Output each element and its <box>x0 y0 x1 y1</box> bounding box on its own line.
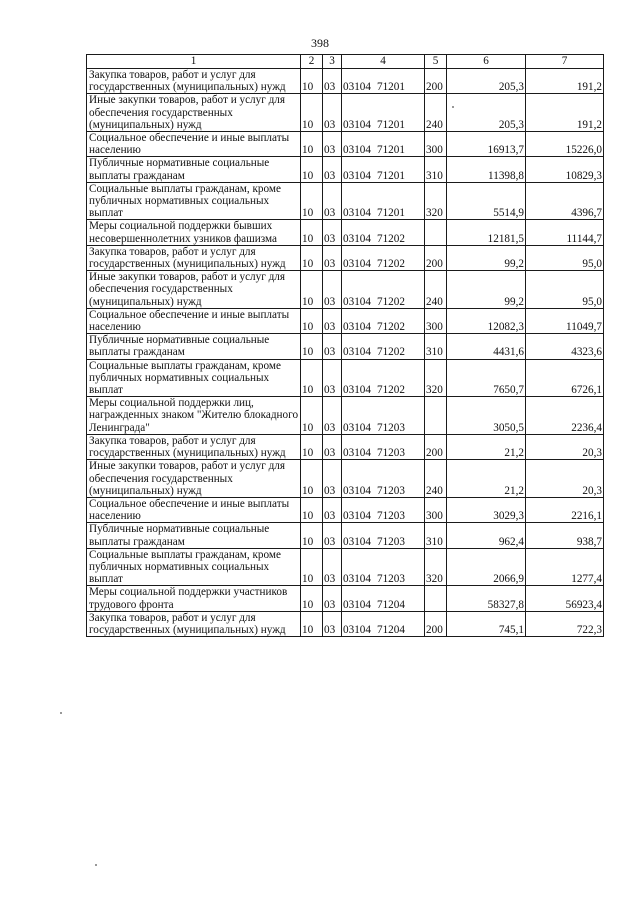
row-amount-col6: 962,4 <box>447 523 526 548</box>
row-target-code-part-b: 71203 <box>376 447 405 460</box>
row-target-code-part-a: 03104 <box>343 484 371 497</box>
scan-speck <box>452 106 454 108</box>
row-subsection-code: 03 <box>323 69 342 94</box>
row-amount-col7: 722,3 <box>526 611 604 636</box>
row-section-code: 10 <box>301 497 323 522</box>
row-expense-type: 320 <box>425 359 447 397</box>
row-expense-type: 200 <box>425 611 447 636</box>
row-target-code <box>342 359 425 397</box>
table-row <box>87 586 604 611</box>
row-section-code: 10 <box>301 586 323 611</box>
row-section-code: 10 <box>301 94 323 132</box>
row-description: Иные закупки товаров, работ и услуг для обеспечения государственных (муниципальных) нужд <box>87 271 301 309</box>
row-target-code-part-b: 71201 <box>376 144 405 157</box>
row-expense-type: 320 <box>425 182 447 220</box>
row-target-code <box>342 548 425 586</box>
scan-speck <box>95 864 97 866</box>
table-row <box>87 611 604 636</box>
row-subsection-code: 03 <box>323 497 342 522</box>
row-target-code-part-a: 03104 <box>343 232 371 245</box>
row-expense-type <box>425 586 447 611</box>
row-amount-col6: 205,3 <box>447 69 526 94</box>
row-expense-type: 300 <box>425 132 447 157</box>
row-subsection-code: 03 <box>323 132 342 157</box>
row-section-code: 10 <box>301 523 323 548</box>
header-row <box>87 55 604 69</box>
row-subsection-code: 03 <box>323 308 342 333</box>
row-amount-col7: 4396,7 <box>526 182 604 220</box>
row-section-code: 10 <box>301 308 323 333</box>
row-amount-col6: 21,2 <box>447 460 526 498</box>
row-subsection-code: 03 <box>323 245 342 270</box>
table-row <box>87 308 604 333</box>
row-expense-type <box>425 220 447 245</box>
table-row <box>87 69 604 94</box>
row-expense-type: 240 <box>425 94 447 132</box>
row-description: Социальные выплаты гражданам, кроме публичных нормативных социальных выплат <box>87 548 301 586</box>
row-section-code: 10 <box>301 182 323 220</box>
table-row <box>87 245 604 270</box>
row-expense-type: 200 <box>425 245 447 270</box>
row-target-code-part-a: 03104 <box>343 346 371 359</box>
row-subsection-code: 03 <box>323 359 342 397</box>
row-target-code <box>342 497 425 522</box>
row-description: Закупка товаров, работ и услуг для государственных (муниципальных) нужд <box>87 69 301 94</box>
row-target-code-part-a: 03104 <box>343 447 371 460</box>
row-target-code-part-b: 71204 <box>376 598 405 611</box>
row-expense-type: 200 <box>425 434 447 459</box>
row-description: Публичные нормативные социальные выплаты гражданам <box>87 157 301 182</box>
row-target-code-part-a: 03104 <box>343 118 371 131</box>
row-target-code-part-a: 03104 <box>343 169 371 182</box>
row-description: Меры социальной поддержки лиц, награжденных знаком "Жителю блокадного Ленинграда" <box>87 397 301 435</box>
row-expense-type: 320 <box>425 548 447 586</box>
row-expense-type <box>425 397 447 435</box>
row-description: Закупка товаров, работ и услуг для государственных (муниципальных) нужд <box>87 611 301 636</box>
row-description: Иные закупки товаров, работ и услуг для обеспечения государственных (муниципальных) нужд <box>87 460 301 498</box>
row-section-code: 10 <box>301 397 323 435</box>
row-section-code: 10 <box>301 132 323 157</box>
row-target-code-part-b: 71203 <box>376 535 405 548</box>
row-target-code-part-a: 03104 <box>343 144 371 157</box>
row-description: Публичные нормативные социальные выплаты гражданам <box>87 523 301 548</box>
row-expense-type: 240 <box>425 271 447 309</box>
row-amount-col6: 16913,7 <box>447 132 526 157</box>
row-description: Социальное обеспечение и иные выплаты населению <box>87 497 301 522</box>
row-target-code <box>342 308 425 333</box>
row-amount-col6: 3029,3 <box>447 497 526 522</box>
table-row <box>87 548 604 586</box>
row-amount-col7: 6726,1 <box>526 359 604 397</box>
row-amount-col7: 15226,0 <box>526 132 604 157</box>
row-amount-col6: 5514,9 <box>447 182 526 220</box>
row-description: Иные закупки товаров, работ и услуг для обеспечения государственных (муниципальных) нужд <box>87 94 301 132</box>
row-amount-col6: 4431,6 <box>447 334 526 359</box>
row-target-code <box>342 523 425 548</box>
row-amount-col6: 11398,8 <box>447 157 526 182</box>
row-target-code-part-b: 71202 <box>376 384 405 397</box>
row-target-code-part-b: 71202 <box>376 346 405 359</box>
row-expense-type: 310 <box>425 157 447 182</box>
row-subsection-code: 03 <box>323 586 342 611</box>
row-target-code-part-a: 03104 <box>343 510 371 523</box>
row-target-code-part-a: 03104 <box>343 321 371 334</box>
table-row <box>87 359 604 397</box>
header-col-6: 6 <box>447 55 526 69</box>
table-row <box>87 220 604 245</box>
row-description: Социальное обеспечение и иные выплаты населению <box>87 308 301 333</box>
row-target-code-part-b: 71201 <box>376 81 405 94</box>
row-amount-col6: 205,3 <box>447 94 526 132</box>
row-target-code <box>342 397 425 435</box>
table-row <box>87 157 604 182</box>
row-subsection-code: 03 <box>323 548 342 586</box>
row-section-code: 10 <box>301 69 323 94</box>
table-row <box>87 182 604 220</box>
budget-table <box>86 54 604 637</box>
row-target-code-part-a: 03104 <box>343 573 371 586</box>
row-section-code: 10 <box>301 434 323 459</box>
row-description: Социальные выплаты гражданам, кроме публичных нормативных социальных выплат <box>87 359 301 397</box>
row-description: Социальные выплаты гражданам, кроме публичных нормативных социальных выплат <box>87 182 301 220</box>
row-amount-col7: 11049,7 <box>526 308 604 333</box>
row-amount-col7: 4323,6 <box>526 334 604 359</box>
row-subsection-code: 03 <box>323 182 342 220</box>
row-target-code <box>342 245 425 270</box>
row-amount-col6: 21,2 <box>447 434 526 459</box>
table-row <box>87 497 604 522</box>
table-row <box>87 460 604 498</box>
row-target-code-part-a: 03104 <box>343 258 371 271</box>
row-description: Закупка товаров, работ и услуг для государственных (муниципальных) нужд <box>87 434 301 459</box>
table-row <box>87 132 604 157</box>
row-section-code: 10 <box>301 271 323 309</box>
row-target-code <box>342 69 425 94</box>
row-expense-type: 310 <box>425 523 447 548</box>
row-target-code <box>342 220 425 245</box>
row-section-code: 10 <box>301 460 323 498</box>
row-expense-type: 310 <box>425 334 447 359</box>
row-subsection-code: 03 <box>323 397 342 435</box>
row-target-code-part-b: 71202 <box>376 232 405 245</box>
row-target-code <box>342 94 425 132</box>
row-amount-col7: 95,0 <box>526 245 604 270</box>
row-expense-type: 240 <box>425 460 447 498</box>
row-amount-col7: 11144,7 <box>526 220 604 245</box>
row-amount-col7: 20,3 <box>526 460 604 498</box>
row-target-code-part-a: 03104 <box>343 207 371 220</box>
row-target-code-part-a: 03104 <box>343 535 371 548</box>
row-subsection-code: 03 <box>323 611 342 636</box>
row-amount-col6: 99,2 <box>447 271 526 309</box>
row-section-code: 10 <box>301 245 323 270</box>
table-body <box>87 69 604 637</box>
row-subsection-code: 03 <box>323 523 342 548</box>
row-target-code <box>342 611 425 636</box>
row-target-code-part-b: 71202 <box>376 258 405 271</box>
row-amount-col6: 3050,5 <box>447 397 526 435</box>
row-target-code-part-b: 71203 <box>376 573 405 586</box>
row-target-code <box>342 271 425 309</box>
row-subsection-code: 03 <box>323 157 342 182</box>
table-row <box>87 271 604 309</box>
row-description: Меры социальной поддержки бывших несовершеннолетних узников фашизма <box>87 220 301 245</box>
table-row <box>87 334 604 359</box>
row-amount-col6: 12082,3 <box>447 308 526 333</box>
row-section-code: 10 <box>301 334 323 359</box>
header-col-2: 2 <box>301 55 323 69</box>
row-target-code-part-b: 71201 <box>376 118 405 131</box>
row-target-code <box>342 586 425 611</box>
row-amount-col6: 745,1 <box>447 611 526 636</box>
row-target-code <box>342 460 425 498</box>
row-subsection-code: 03 <box>323 434 342 459</box>
row-amount-col6: 58327,8 <box>447 586 526 611</box>
row-amount-col7: 2236,4 <box>526 397 604 435</box>
row-amount-col7: 10829,3 <box>526 157 604 182</box>
row-subsection-code: 03 <box>323 334 342 359</box>
row-subsection-code: 03 <box>323 220 342 245</box>
row-expense-type: 300 <box>425 308 447 333</box>
row-section-code: 10 <box>301 359 323 397</box>
row-target-code <box>342 132 425 157</box>
row-section-code: 10 <box>301 157 323 182</box>
row-amount-col7: 20,3 <box>526 434 604 459</box>
row-subsection-code: 03 <box>323 94 342 132</box>
table-row <box>87 94 604 132</box>
row-target-code-part-b: 71203 <box>376 484 405 497</box>
row-amount-col7: 2216,1 <box>526 497 604 522</box>
row-target-code-part-b: 71202 <box>376 295 405 308</box>
row-target-code-part-b: 71201 <box>376 169 405 182</box>
row-target-code-part-a: 03104 <box>343 81 371 94</box>
row-subsection-code: 03 <box>323 271 342 309</box>
row-target-code-part-b: 71201 <box>376 207 405 220</box>
row-description: Социальное обеспечение и иные выплаты населению <box>87 132 301 157</box>
row-target-code-part-b: 71203 <box>376 510 405 523</box>
row-amount-col6: 7650,7 <box>447 359 526 397</box>
row-amount-col7: 1277,4 <box>526 548 604 586</box>
table-row <box>87 434 604 459</box>
row-description: Меры социальной поддержки участников трудового фронта <box>87 586 301 611</box>
row-section-code: 10 <box>301 220 323 245</box>
row-amount-col7: 95,0 <box>526 271 604 309</box>
row-target-code-part-a: 03104 <box>343 623 371 636</box>
row-amount-col7: 56923,4 <box>526 586 604 611</box>
row-target-code <box>342 434 425 459</box>
row-target-code-part-a: 03104 <box>343 295 371 308</box>
row-amount-col7: 191,2 <box>526 94 604 132</box>
header-col-3: 3 <box>323 55 342 69</box>
row-amount-col7: 191,2 <box>526 69 604 94</box>
row-target-code-part-b: 71204 <box>376 623 405 636</box>
row-section-code: 10 <box>301 548 323 586</box>
row-amount-col6: 12181,5 <box>447 220 526 245</box>
row-target-code-part-a: 03104 <box>343 384 371 397</box>
row-description: Закупка товаров, работ и услуг для государственных (муниципальных) нужд <box>87 245 301 270</box>
header-col-1: 1 <box>87 55 301 69</box>
scan-speck <box>60 712 62 714</box>
row-target-code <box>342 334 425 359</box>
row-subsection-code: 03 <box>323 460 342 498</box>
row-target-code-part-b: 71202 <box>376 321 405 334</box>
row-amount-col7: 938,7 <box>526 523 604 548</box>
row-target-code <box>342 182 425 220</box>
row-target-code-part-a: 03104 <box>343 421 371 434</box>
row-target-code <box>342 157 425 182</box>
row-target-code-part-a: 03104 <box>343 598 371 611</box>
row-target-code-part-b: 71203 <box>376 421 405 434</box>
row-expense-type: 200 <box>425 69 447 94</box>
header-col-7: 7 <box>526 55 604 69</box>
table-row <box>87 523 604 548</box>
page-number: 398 <box>311 36 329 50</box>
header-col-4: 4 <box>342 55 425 69</box>
row-amount-col6: 99,2 <box>447 245 526 270</box>
header-col-5: 5 <box>425 55 447 69</box>
row-description: Публичные нормативные социальные выплаты гражданам <box>87 334 301 359</box>
table-row <box>87 397 604 435</box>
row-section-code: 10 <box>301 611 323 636</box>
row-amount-col6: 2066,9 <box>447 548 526 586</box>
row-expense-type: 300 <box>425 497 447 522</box>
